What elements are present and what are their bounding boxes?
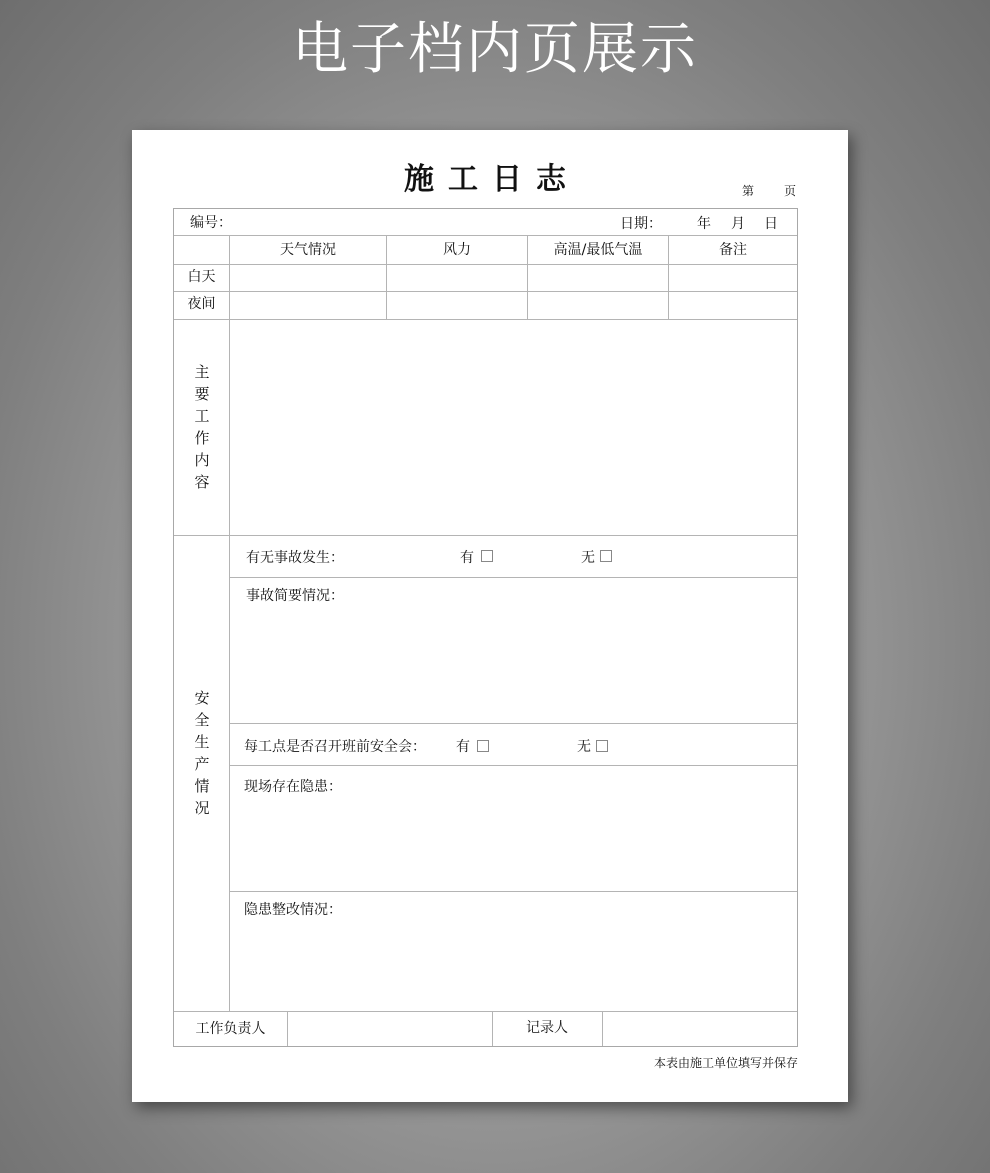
accident-yes-checkbox[interactable] xyxy=(481,550,493,562)
row-label-daytime: 白天 xyxy=(187,269,216,285)
date-year-label: 年 xyxy=(697,216,711,232)
meeting-no-checkbox[interactable] xyxy=(596,740,608,752)
log-form-table xyxy=(173,208,798,1047)
person-in-charge-label: 工作负责人 xyxy=(195,1021,266,1037)
date-day-label: 日 xyxy=(764,216,778,232)
document-title: 施工日志 xyxy=(404,162,580,197)
meeting-no-label: 无 xyxy=(577,739,591,755)
accident-summary-label: 事故简要情况： xyxy=(246,588,344,604)
accident-question: 有无事故发生： xyxy=(246,550,344,566)
column-header-weather: 天气情况 xyxy=(280,242,336,258)
meeting-yes-label: 有 xyxy=(456,739,470,755)
safety-meeting-question: 每工点是否召开班前安全会： xyxy=(244,739,426,755)
page-number-prefix: 第 xyxy=(742,184,755,198)
meeting-yes-checkbox[interactable] xyxy=(477,740,489,752)
rectification-label: 隐患整改情况： xyxy=(244,902,342,918)
date-month-label: 月 xyxy=(731,216,745,232)
date-label: 日期： xyxy=(620,216,662,232)
safety-label: 安全生产情况 xyxy=(194,689,210,817)
main-work-label: 主要工作内容 xyxy=(194,363,210,491)
hazards-label: 现场存在隐患： xyxy=(244,779,342,795)
number-label: 编号： xyxy=(190,215,232,231)
footnote: 本表由施工单位填写并保存 xyxy=(653,1056,798,1070)
accident-yes-label: 有 xyxy=(460,550,474,566)
accident-no-checkbox[interactable] xyxy=(600,550,612,562)
page-number-suffix: 页 xyxy=(784,184,797,198)
recorder-label: 记录人 xyxy=(526,1020,568,1036)
banner-title: 电子档内页展示 xyxy=(292,17,698,82)
form-page xyxy=(132,130,848,1102)
accident-no-label: 无 xyxy=(581,550,595,566)
column-header-wind: 风力 xyxy=(443,242,471,258)
row-label-night: 夜间 xyxy=(187,296,216,312)
column-header-temperature: 高温/最低气温 xyxy=(553,242,643,258)
column-header-remarks: 备注 xyxy=(719,242,747,258)
